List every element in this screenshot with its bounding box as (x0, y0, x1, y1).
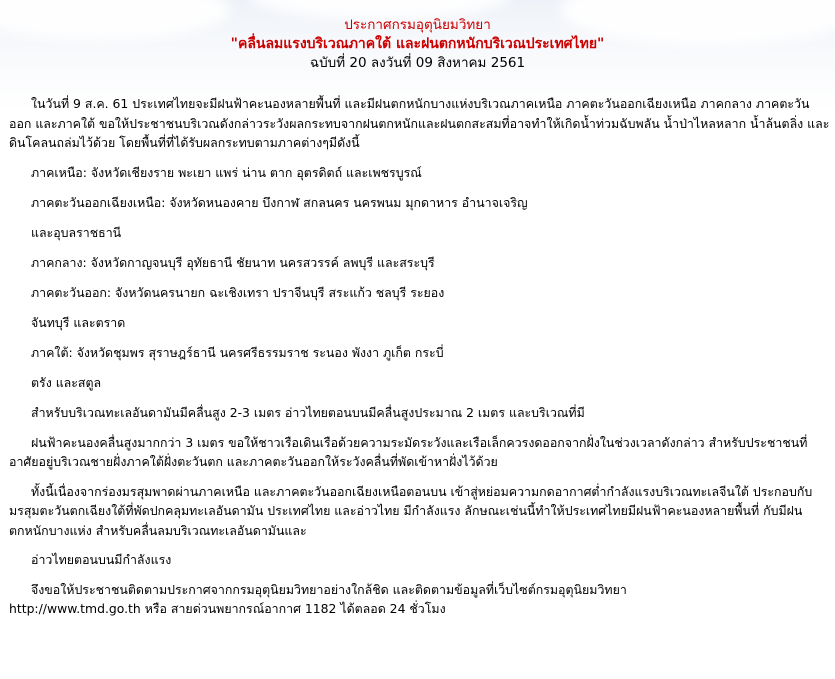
announcement-headline: "คลื่นลมแรงบริเวณภาคใต้ และฝนตกหนักบริเวณประเทศไทย" (230, 36, 605, 52)
andaman-wave-paragraph: สำหรับบริเวณทะเลอันดามันมีคลื่นสูง 2-3 เมตร อ่าวไทยตอนบนมีคลื่นสูงประมาณ 2 เมตร และบริเวณที่มี (31, 405, 585, 420)
closing-paragraph: จึงขอให้ประชาชนติดตามประกาศจากกรมอุตุนิยมวิทยาอย่างใกล้ชิด และติดตามข้อมูลที่เว็บไซต์กรมอุตุนิยมวิทยา (31, 581, 627, 597)
region-north: ภาคเหนือ: จังหวัดเชียงราย พะเยา แพร่ น่าน ตาก อุตรดิตถ์ และเพชรบูรณ์ (31, 165, 422, 180)
region-east-continued: จันทบุรี และตราด (31, 315, 126, 330)
region-northeast-continued: และอุบลราชธานี (31, 225, 122, 240)
announcement-body (9, 94, 831, 619)
agency-title: ประกาศกรมอุตุนิยมวิทยา (344, 17, 491, 33)
storm-warning-paragraph: ฝนฟ้าคะนองคลื่นสูงมากกว่า 3 เมตร ขอให้ชาวเรือเดินเรือด้วยความระมัดระวังและเรือเล็กควรงดออกจากฝั่งในช่วงเวลาดังกล่าว สำหรับประชาชนที่อาศัยอยู่บริเวณชายฝั่งภาคใต้ฝั่งตะวันตก และภาคตะวันออกให้ระวังคลื่นที่พัดเข้าหาฝั่งไว้ด้วย (9, 434, 808, 469)
region-south-continued: ตรัง และสตูล (31, 375, 102, 390)
announcement-header (0, 16, 835, 72)
intro-paragraph: ในวันที่ 9 ส.ค. 61 ประเทศไทยจะมีฝนฟ้าคะนองหลายพื้นที่ และมีฝนตกหนักบางแห่งบริเวณภาคเหนือ ภาคตะวันออกเฉียงเหนือ ภาคกลาง ภาคตะวันออก และภาคใต้ ขอให้ประชาชนบริเวณดังกล่าวระวังผลกระทบจากฝนตกหนักและฝนตกสะสมที่อาจทำให้เกิดน้ำท่วมฉับพลัน น้ำป่าไหลหลาก น้ำล้นตลิ่ง และดินโคลนถล่มไว้ด้วย โดยพื้นที่ที่ได้รับผลกระทบตามภาคต่างๆมีดังนี้ (9, 96, 830, 150)
issue-date: ฉบับที่ 20 ลงวันที่ 09 สิงหาคม 2561 (309, 55, 526, 71)
region-south: ภาคใต้: จังหวัดชุมพร สุราษฎร์ธานี นครศรีธรรมราช ระนอง พังงา ภูเก็ต กระบี่ (31, 345, 444, 360)
region-east: ภาคตะวันออก: จังหวัดนครนายก ฉะเชิงเทรา ปราจีนบุรี สระแก้ว ชลบุรี ระยอง (31, 285, 445, 300)
cause-paragraph: ทั้งนี้เนื่องจากร่องมรสุมพาดผ่านภาคเหนือ และภาคตะวันออกเฉียงเหนือตอนบน เข้าสู่หย่อมความกดอากาศต่ำกำลังแรงบริเวณทะเลจีนใต้ ประกอบกับมรสุมตะวันตกเฉียงใต้ที่พัดปกคลุมทะเลอันดามัน ประเทศไทย และอ่าวไทย มีกำลังแรง ลักษณะเช่นนี้ทำให้ประเทศไทยมีฝนฟ้าคะนองหลายพื้นที่ กับมีฝนตกหนักบางแห่ง สำหรับคลื่นลมบริเวณทะเลอันดามันและ (9, 483, 813, 538)
contact-line: http://www.tmd.go.th หรือ สายด่วนพยากรณ์อากาศ 1182 ได้ตลอด 24 ชั่วโมง (9, 601, 446, 616)
gulf-paragraph: อ่าวไทยตอนบนมีกำลังแรง (31, 552, 172, 567)
region-central: ภาคกลาง: จังหวัดกาญจนบุรี อุทัยธานี ชัยนาท นครสวรรค์ ลพบุรี และสระบุรี (31, 255, 435, 270)
region-northeast: ภาคตะวันออกเฉียงเหนือ: จังหวัดหนองคาย บึงกาฬ สกลนคร นครพนม มุกดาหาร อำนาจเจริญ (31, 195, 528, 210)
